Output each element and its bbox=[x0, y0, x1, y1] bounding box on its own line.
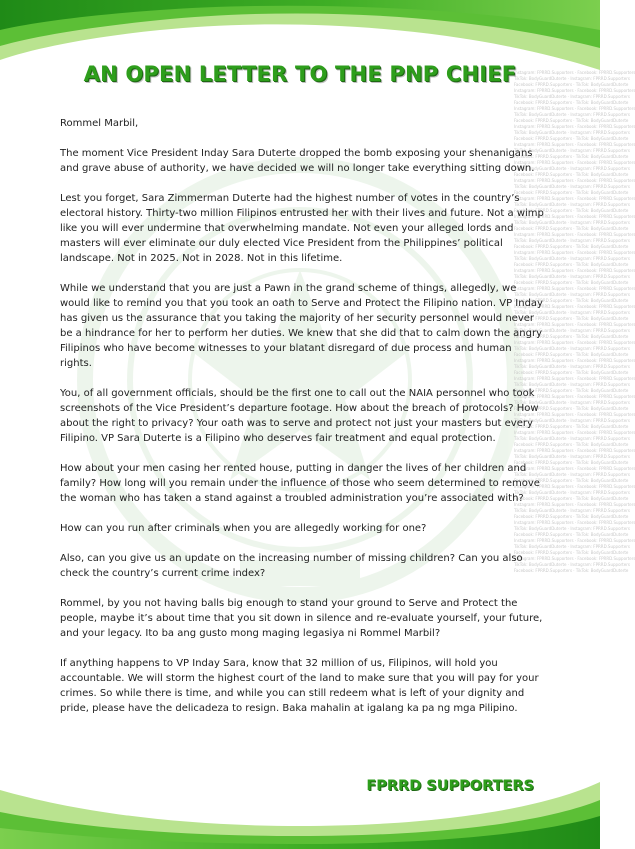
letter-paragraph: How can you run after criminals when you are allegedly working for one? bbox=[60, 523, 427, 534]
letter-title: AN OPEN LETTER TO THE PNP CHIEF bbox=[83, 62, 517, 86]
letter-paragraph: How about your men casing her rented house, putting in danger the lives of her children and family? How long will you remain under the influence of those who seem determined to remove the woman who has taken a stand against a troubled administration you’re associated with? bbox=[60, 463, 540, 504]
letter-paragraph: If anything happens to VP Inday Sara, know that 32 million of us, Filipinos, will hold you accountable. We will storm the highest court of the land to make sure that you will pay for your crimes. So while there is time, and while you can still redeem what is left of your dignity and pride, please have the delicadeza to resign. Baka mahalin at igalang ka pa ng mga Pilipino. bbox=[60, 658, 539, 714]
letter-paragraph: While we understand that you are just a Pawn in the grand scheme of things, allegedly, we would like to remind you that you took an oath to Serve and Protect the Filipino nation. VP Inday has given us the assurance that you taking the majority of her security personnel would never be a hindrance for her to perform her duties. We knew that she did that to calm down the angry Filipinos who have become witnesses to your blatant disregard of due process and human rights. bbox=[60, 283, 543, 369]
letter-paragraph: The moment Vice President Inday Sara Duterte dropped the bomb exposing your shenanigans and grave abuse of authority, we have decided we will no longer take everything sitting down. bbox=[60, 148, 535, 174]
letter-body bbox=[60, 116, 546, 731]
letter-paragraph: Lest you forget, Sara Zimmerman Duterte had the highest number of votes in the country’s electoral history. Thirty-two million Filipinos entrusted her with their lives and future. Not a wimp like you will ever undermine that overwhelming mandate. Not even your alleged lords and masters will ever eliminate our duly elected Vice President from the Philippines’ political landscape. Not in 2025. Not in 2028. Not in this lifetime. bbox=[60, 193, 544, 264]
letter-paragraph: You, of all government officials, should be the first one to call out the NAIA personnel who took screenshots of the Vice President’s departure footage. How about the breach of protocols? How about the right to privacy? Your oath was to serve and protect not just your masters but every Filipino. VP Sara Duterte is a Filipino who deserves fair treatment and equal protection. bbox=[60, 388, 539, 444]
letter-signature: FPRRD SUPPORTERS bbox=[366, 778, 534, 794]
side-watermark-text: Instagram: FPRRD.Supporters · Facebook: FPRRD.Supporters TikTok: BodyGuardDuterte · Instagram: FPRRD.Supporters Facebook: FPRRD.Supporters · TikTok: BodyGuardDuterte Instagram: FPRRD.Supporters · Facebook: FPRRD.Supporters TikTok: BodyGuardDuterte · Instagram: FPRRD.Supporters Facebook: FPRRD.Supporters · TikTok: BodyGuardDuterte Instagram: FPRRD.Supporters · Facebook: FPRRD.Supporters TikTok: BodyGuardDuterte · Instagram: FPRRD.Supporters Facebook: FPRRD.Supporters · TikTok: BodyGuardDuterte Instagram: FPRRD.Supporters · Facebook: FPRRD.Supporters TikTok: BodyGuardDuterte · Instagram: FPRRD.Supporters Facebook: FPRRD.Supporters · TikTok: BodyGuardDuterte Instagram: FPRRD.Supporters · Facebook: FPRRD.Supporters TikTok: BodyGuardDuterte · Instagram: FPRRD.Supporters Facebook: FPRRD.Supporters · TikTok: BodyGuardDuterte Instagram: FPRRD.Supporters · Facebook: FPRRD.Supporters TikTok: BodyGuardDuterte · Instagram: FPRRD.Supporters Facebook: FPRRD.Supporters · TikTok: BodyGuardDuterte Instagram: FPRRD.Supporters · Facebook: FPRRD.Supporters TikTok: BodyGuardDuterte · Instagram: FPRRD.Supporters Facebook: FPRRD.Supporters · TikTok: BodyGuardDuterte Instagram: FPRRD.Supporters · Facebook: FPRRD.Supporters TikTok: BodyGuardDuterte · Instagram: FPRRD.Supporters Facebook: FPRRD.Supporters · TikTok: BodyGuardDuterte Instagram: FPRRD.Supporters · Facebook: FPRRD.Supporters TikTok: BodyGuardDuterte · Instagram: FPRRD.Supporters Facebook: FPRRD.Supporters · TikTok: BodyGuardDuterte Instagram: FPRRD.Supporters · Facebook: FPRRD.Supporters TikTok: BodyGuardDuterte · Instagram: FPRRD.Supporters Facebook: FPRRD.Supporters · TikTok: BodyGuardDuterte Instagram: FPRRD.Supporters · Facebook: FPRRD.Supporters TikTok: BodyGuardDuterte · Instagram: FPRRD.Supporters Facebook: FPRRD.Supporters · TikTok: BodyGuardDuterte Instagram: FPRRD.Supporters · Facebook: FPRRD.Supporters TikTok: BodyGuardDuterte · Instagram: FPRRD.Supporters Facebook: FPRRD.Supporters · TikTok: BodyGuardDuterte Instagram: FPRRD.Supporters · Facebook: FPRRD.Supporters TikTok: BodyGuardDuterte · Instagram: FPRRD.Supporters Facebook: FPRRD.Supporters · TikTok: BodyGuardDuterte Instagram: FPRRD.Supporters · Facebook: FPRRD.Supporters TikTok: BodyGuardDuterte · Instagram: FPRRD.Supporters Facebook: FPRRD.Supporters · TikTok: BodyGuardDuterte Instagram: FPRRD.Supporters · Facebook: FPRRD.Supporters TikTok: BodyGuardDuterte · Instagram: FPRRD.Supporters Facebook: FPRRD.Supporters · TikTok: BodyGuardDuterte Instagram: FPRRD.Supporters · Facebook: FPRRD.Supporters TikTok: BodyGuardDuterte · Instagram: FPRRD.Supporters Facebook: FPRRD.Supporters · TikTok: BodyGuardDuterte Instagram: FPRRD.Supporters · Facebook: FPRRD.Supporters TikTok: BodyGuardDuterte · Instagram: FPRRD.Supporters Facebook: FPRRD.Supporters · TikTok: BodyGuardDuterte Instagram: FPRRD.Supporters · Facebook: FPRRD.Supporters TikTok: BodyGuardDuterte · Instagram: FPRRD.Supporters Facebook: FPRRD.Supporters · TikTok: BodyGuardDuterte Instagram: FPRRD.Supporters · Facebook: FPRRD.Supporters TikTok: BodyGuardDuterte · Instagram: FPRRD.Supporters Facebook: FPRRD.Supporters · TikTok: BodyGuardDuterte Instagram: FPRRD.Supporters · Facebook: FPRRD.Supporters TikTok: BodyGuardDuterte · Instagram: FPRRD.Supporters Facebook: FPRRD.Supporters · TikTok: BodyGuardDuterte Instagram: FPRRD.Supporters · Facebook: FPRRD.Supporters TikTok: BodyGuardDuterte · Instagram: FPRRD.Supporters Facebook: FPRRD.Supporters · TikTok: BodyGuardDuterte Instagram: FPRRD.Supporters · Facebook: FPRRD.Supporters TikTok: BodyGuardDuterte · Instagram: FPRRD.Supporters Facebook: FPRRD.Supporters · TikTok: BodyGuardDuterte Instagram: FPRRD.Supporters · Facebook: FPRRD.Supporters TikTok: BodyGuardDuterte · Instagram: FPRRD.Supporters Facebook: FPRRD.Supporters · TikTok: BodyGuardDuterte Instagram: FPRRD.Supporters · Facebook: FPRRD.Supporters TikTok: BodyGuardDuterte · Instagram: FPRRD.Supporters Facebook: FPRRD.Supporters · TikTok: BodyGuardDuterte Instagram: FPRRD.Supporters · Facebook: FPRRD.Supporters TikTok: BodyGuardDuterte · Instagram: FPRRD.Supporters Facebook: FPRRD.Supporters · TikTok: BodyGuardDuterte Instagram: FPRRD.Supporters · Facebook: FPRRD.Supporters TikTok: BodyGuardDuterte · Instagram: FPRRD.Supporters Facebook: FPRRD.Supporters · TikTok: BodyGuardDuterte Instagram: FPRRD.Supporters · Facebook: FPRRD.Supporters TikTok: BodyGuardDuterte · Instagram: FPRRD.Supporters Facebook: FPRRD.Supporters · TikTok: BodyGuardDuterte Instagram: FPRRD.Supporters · Facebook: FPRRD.Supporters TikTok: BodyGuardDuterte · Instagram: FPRRD.Supporters Facebook: FPRRD.Supporters · TikTok: BodyGuardDuterte bbox=[514, 70, 635, 573]
letter-salutation: Rommel Marbil, bbox=[60, 118, 139, 129]
letter-paragraph: Also, can you give us an update on the increasing number of missing children? Can you also check the country’s current crime index? bbox=[60, 553, 523, 579]
letter-paragraph: Rommel, by you not having balls big enough to stand your ground to Serve and Protect the people, maybe it’s about time that you sit down in silence and re-evaluate yourself, your future, and your legacy. Ito ba ang gusto mong maging legasiya ni Rommel Marbil? bbox=[60, 598, 543, 639]
